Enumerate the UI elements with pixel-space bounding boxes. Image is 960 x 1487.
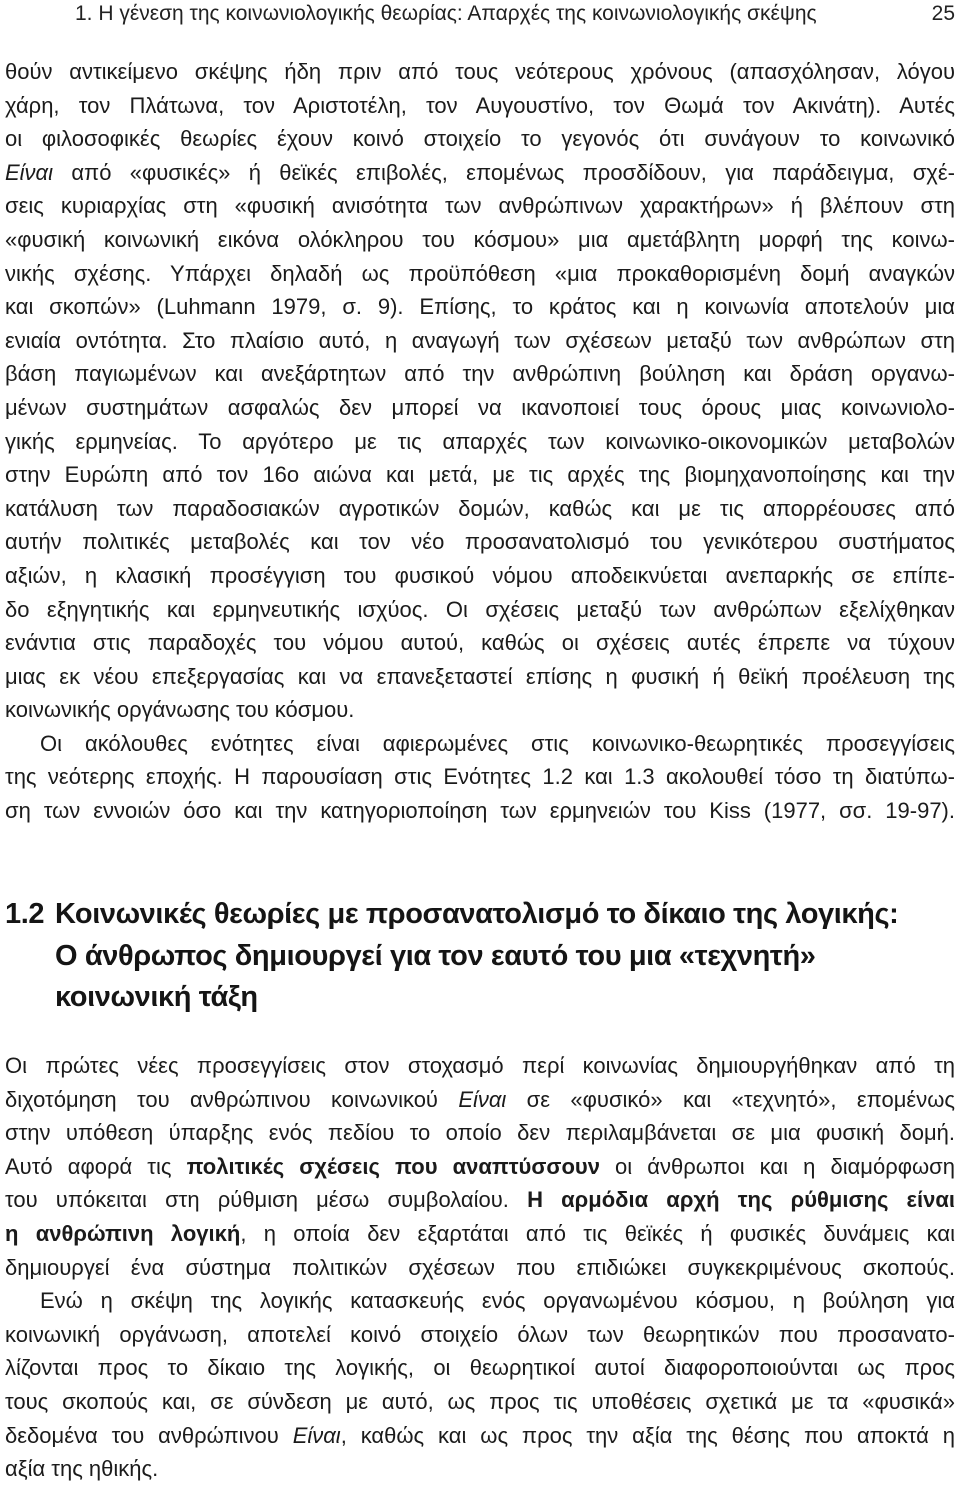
text-line bbox=[5, 156, 955, 190]
text-line: χάρη, τον Πλάτωνα, τον Αριστοτέλη, τον Αυγουστίνο, τον Θωμά τον Ακινάτη). Αυτές bbox=[5, 92, 955, 118]
text-line bbox=[5, 1150, 955, 1184]
section-title-line: Ο άνθρωπος δημιουργεί για τον εαυτό του μια «τεχνητή» bbox=[55, 939, 816, 972]
text-run: σε «φυσικό» και «τεχνητό», επομένως bbox=[506, 1086, 956, 1112]
text-line: δημιουργεί ένα σύστημα πολιτικών σχέσεων που επιδιώκει συγκεκριμένους σκοπούς. bbox=[5, 1254, 955, 1280]
body-text-continued bbox=[5, 55, 955, 828]
text-line: ση των εννοιών όσο και την κατηγοριοποίηση των ερμηνειών του Kiss (1977, σσ. 19-97). bbox=[5, 798, 955, 824]
text-line bbox=[5, 1083, 955, 1117]
bold-emphasis: πολιτικές σχέσεις που αναπτύσσουν bbox=[186, 1153, 600, 1179]
text-run: οι άνθρωποι και η διαμόρφωση bbox=[599, 1153, 955, 1179]
text-run: από «φυσικές» ή θεϊκές επιβολές, επομένως προσδίδουν, για παράδειγμα, σχέ- bbox=[53, 159, 955, 185]
text-line: οι φιλοσοφικές θεωρίες έχουν κοινό στοιχείο το γεγονός ότι συνάγουν το κοινωνικό bbox=[5, 126, 955, 152]
text-line: μιας εκ νέου επεξεργασίας και να επανεξεταστεί επίσης η φυσική ή θεϊκή προέλευση της bbox=[5, 663, 955, 689]
text-run: διχοτόμηση του ανθρώπινου κοινωνικού bbox=[5, 1086, 459, 1112]
section-body-text bbox=[5, 1049, 955, 1486]
page-number: 25 bbox=[931, 2, 955, 25]
text-line: της νεότερης εποχής. Η παρουσίαση στις Ενότητες 1.2 και 1.3 ακολουθεί τόσο τη διατύπω- bbox=[5, 764, 955, 790]
section-title-line: κοινωνική τάξη bbox=[55, 981, 258, 1013]
text-run: , η οποία δεν εξαρτάται από τις θεϊκές ή φυσικές δυνάμεις και bbox=[240, 1220, 955, 1246]
text-line: αξία της ηθικής. bbox=[5, 1456, 159, 1482]
text-line: νικής σχέσης. Υπάρχει δηλαδή ως προϋπόθεση «μια προκαθορισμένη δομή αναγκών bbox=[5, 260, 955, 286]
text-line: Οι πρώτες νέες προσεγγίσεις στον στοχασμό περί κοινωνίας δημιουργήθηκαν από τη bbox=[5, 1053, 955, 1078]
running-title: 1. Η γένεση της κοινωνιολογικής θεωρίας: Απαρχές της κοινωνιολογικής σκέψης bbox=[75, 2, 817, 25]
paragraph bbox=[5, 727, 955, 828]
text-line bbox=[5, 1183, 955, 1217]
text-line: κατάλυση των παραδοσιακών αγροτικών δομών, καθώς και με τις απορρέουσες από bbox=[5, 495, 955, 521]
italic-term: Είναι bbox=[5, 159, 53, 185]
text-line: δο εξηγητικής και ερμηνευτικής ισχύος. Οι σχέσεις μεταξύ των ανθρώπων εξελίχθηκαν bbox=[5, 596, 955, 622]
section-heading bbox=[5, 894, 955, 1019]
text-run: , καθώς και ως προς την αξία της θέσης που αποκτά η bbox=[340, 1422, 955, 1448]
text-line: στην υπόθεση ύπαρξης ενός πεδίου το οποίο δεν περιλαμβάνεται σε μια φυσική δομή. bbox=[5, 1120, 955, 1146]
text-run: του υπόκειται στη ρύθμιση μέσω συμβολαίου. bbox=[5, 1187, 528, 1213]
italic-term: Είναι bbox=[292, 1422, 341, 1448]
paragraph bbox=[5, 55, 955, 727]
text-line: κοινωνική οργάνωση, αποτελεί κοινό στοιχείο όλων των θεωρητικών που προσανατο- bbox=[5, 1321, 955, 1347]
text-line: ενιαία οντότητα. Στο πλαίσιο αυτό, η αναγωγή των σχέσεων μεταξύ των ανθρώπων στη bbox=[5, 327, 955, 353]
text-line: αξιών, η κλασική προσέγγιση του φυσικού νόμου αποδεικνύεται ανεπαρκής σε επίπε- bbox=[5, 562, 955, 588]
text-line: και σκοπών» (Luhmann 1979, σ. 9). Επίσης, το κράτος και η κοινωνία αποτελούν μια bbox=[5, 294, 955, 320]
text-line: λίζονται προς το δίκαιο της λογικής, οι θεωρητικοί αυτοί διαφοροποιούνται ως προς bbox=[5, 1355, 955, 1381]
text-line: Οι ακόλουθες ενότητες είναι αφιερωμένες στις κοινωνικο-θεωρητικές προσεγγίσεις bbox=[40, 730, 955, 756]
section-title-line: Κοινωνικές θεωρίες με προσανατολισμό το δίκαιο της λογικής: bbox=[55, 898, 899, 930]
text-line: στην Ευρώπη από τον 16ο αιώνα και μετά, με τις αρχές της βιομηχανοποίησης και την bbox=[5, 462, 955, 488]
text-line: σεις κυριαρχίας στη «φυσική ανισότητα των ανθρώπινων χαρακτήρων» ή βλέπουν στη bbox=[5, 193, 955, 219]
text-line: «φυσική κοινωνική εικόνα ολόκληρου του κόσμου» μια αμετάβλητη μορφή της κοινω- bbox=[5, 226, 955, 252]
bold-emphasis: Η αρμόδια αρχή της ρύθμισης είναι bbox=[527, 1187, 955, 1213]
bold-emphasis: η ανθρώπινη λογική bbox=[5, 1220, 241, 1246]
paragraph bbox=[5, 1284, 955, 1486]
text-line: αυτήν πολιτικές μεταβολές και τον νέο προσανατολισμό του γενικότερου συστήματος bbox=[5, 529, 955, 555]
text-run: Αυτό αφορά τις bbox=[5, 1153, 187, 1179]
text-line: θούν αντικείμενο σκέψης ήδη πριν από τους νεότερους χρόνους (απασχόλησαν, λόγου bbox=[5, 59, 955, 84]
running-header bbox=[75, 0, 955, 28]
text-line: κοινωνικής οργάνωσης του κόσμου. bbox=[5, 697, 355, 723]
text-run: δεδομένα του ανθρώπινου bbox=[5, 1422, 293, 1448]
italic-term: Είναι bbox=[458, 1086, 507, 1112]
text-line: μένων συστημάτων ασφαλώς δεν μπορεί να ικανοποιεί τους όρους μιας κοινωνιολο- bbox=[5, 394, 955, 420]
paragraph bbox=[5, 1049, 955, 1284]
text-line bbox=[5, 1217, 955, 1251]
text-line: τους σκοπούς και, σε σύνδεση με αυτό, ως προς τις υποθέσεις σχετικά με τα «φυσικά» bbox=[5, 1388, 955, 1414]
section-number: 1.2 bbox=[5, 898, 45, 930]
text-line: βάση παγιωμένων και ανεξάρτητων από την ανθρώπινη βούληση και δράση οργανω- bbox=[5, 361, 955, 387]
text-line bbox=[5, 1419, 955, 1453]
text-line: Ενώ η σκέψη της λογικής κατασκευής ενός οργανωμένου κόσμου, η βούληση για bbox=[40, 1288, 955, 1314]
text-line: ενάντια στις παραδοχές του νόμου αυτού, καθώς οι σχέσεις αυτές έπρεπε να τύχουν bbox=[5, 630, 955, 656]
text-line: γικής ερμηνείας. Το αργότερο με τις απαρχές των κοινωνικο-οικονομικών μεταβολών bbox=[5, 428, 955, 454]
